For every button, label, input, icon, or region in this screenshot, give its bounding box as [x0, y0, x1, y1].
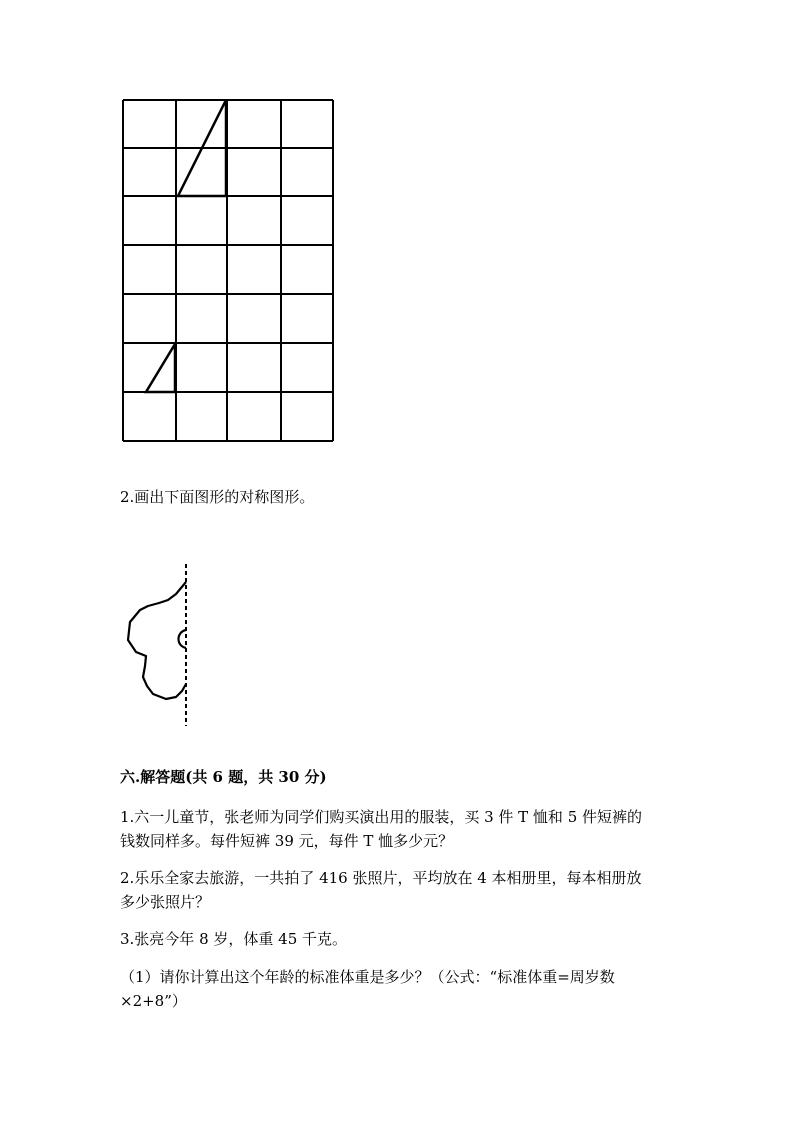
small-triangle — [146, 344, 175, 392]
grid-lines — [123, 100, 333, 441]
grid-figure — [118, 95, 340, 447]
question-3-sub-1-line-2: ×2+8”） — [120, 992, 187, 1010]
question-2-line-2: 多少张照片？ — [120, 893, 211, 911]
question-2-prompt: 2.画出下面图形的对称图形。 — [120, 488, 315, 506]
inner-notch — [179, 630, 187, 648]
question-3-sub-1-line-1: （1）请你计算出这个年龄的标准体重是多少？（公式：“标准体重=周岁数 — [120, 968, 615, 986]
question-3-line-1: 3.张亮今年 8 岁，体重 45 千克。 — [120, 930, 348, 948]
question-1-line-1: 1.六一儿童节，张老师为同学们购买演出用的服装，买 3 件 T 恤和 5 件短裤的 — [120, 808, 643, 826]
section-heading: 六.解答题(共 6 题，共 30 分) — [120, 768, 327, 786]
half-flower-figure — [118, 560, 208, 730]
half-flower-outline — [128, 582, 186, 699]
question-1-line-2: 钱数同样多。每件短裤 39 元，每件 T 恤多少元？ — [120, 832, 454, 850]
question-2-line-1: 2.乐乐全家去旅游，一共拍了 416 张照片，平均放在 4 本相册里，每本相册放 — [120, 869, 642, 887]
